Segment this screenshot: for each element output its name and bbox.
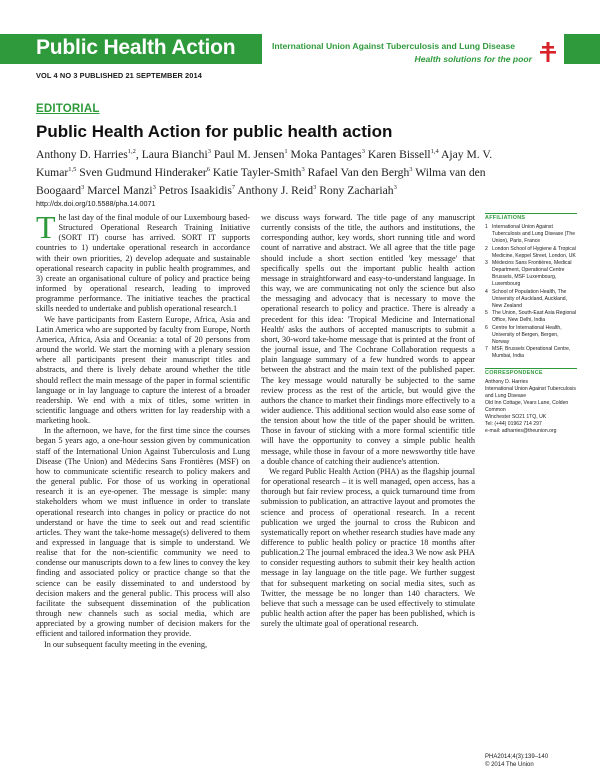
correspondence-line: Tel: (+44) 01962 714 297 bbox=[485, 421, 542, 427]
author-affiliation-marker: 6 bbox=[206, 166, 210, 174]
body-paragraph bbox=[36, 209, 250, 315]
doi-link[interactable]: http://dx.doi.org/10.5588/pha.14.0071 bbox=[36, 199, 156, 208]
citation-reference: PHA2014;4(3):139–140 bbox=[485, 754, 549, 760]
citation-footer bbox=[485, 753, 548, 769]
author-name: Moka Pantages bbox=[290, 147, 362, 161]
author-affiliation-marker: 1 bbox=[284, 148, 288, 155]
author-name: Karen Bissell bbox=[367, 147, 431, 161]
affiliation-item bbox=[485, 260, 577, 288]
affiliations-list bbox=[485, 224, 577, 360]
body-paragraph: In the afternoon, we have, for the first time since the courses began 5 years ago, a one-hour session given by communication staff of the International Union Against Tuberculosis and Lung Disease (The Union) and Médecins Sans Frontières (MSF) on how to communicate scientific research to policy makers and the general public. For those of us working in operational research it is an eye-opener. The message is simple: many stakeholders whom we must influence in order to translate operational research into changes in policy or practice do not understand or have the time to seek out and read scientific articles. They want the take-home message(s) delivered to them and expressed in language that is simple to understand. We realise that for the non-scientific community we need to condense our manuscripts down to a few lines to convey the key finding and associated policy or practice change so that the science can be easily disseminated to and understood by decision makers and the general public. This process will also facilitate the subsequent dissemination of the publication through new channels such as social media, which are appreciated by a growing number of decision makers for the efficient and tailored information they provide. bbox=[36, 426, 250, 639]
affiliation-item bbox=[485, 325, 577, 346]
author-separator: , bbox=[135, 147, 142, 161]
author-affiliation-marker: 3 bbox=[393, 184, 397, 192]
issue-info: VOL 4 NO 3 PUBLISHED 21 SEPTEMBER 2014 bbox=[36, 71, 202, 80]
author-name: Rony Zachariah bbox=[319, 184, 394, 198]
body-paragraph: In our subsequent faculty meeting in the evening, bbox=[44, 639, 208, 649]
author-affiliation-marker: 3 bbox=[152, 184, 156, 192]
body-column-middle bbox=[261, 213, 475, 629]
author-affiliation-marker: 3 bbox=[301, 166, 305, 174]
affiliations-sidebar bbox=[485, 213, 577, 435]
author-name: Petros Isaakidis bbox=[158, 184, 232, 198]
author-name: Laura Bianchi bbox=[141, 147, 208, 161]
author-affiliation-marker: 3 bbox=[361, 148, 365, 155]
author-name: Wilma van den Boogaard bbox=[36, 166, 486, 198]
author-affiliation-marker: 3 bbox=[313, 184, 317, 192]
author-affiliation-marker: 7 bbox=[231, 184, 236, 192]
correspondence-line: Old Inn Cottage, Vears Lane, Colden Common bbox=[485, 400, 569, 413]
author-list bbox=[36, 144, 526, 198]
journal-name: Public Health Action bbox=[36, 36, 236, 59]
double-barred-cross-icon bbox=[537, 41, 559, 63]
affiliation-number: 2 bbox=[485, 245, 488, 252]
article-title: Public Health Action for public health action bbox=[36, 122, 393, 141]
author-affiliation-marker: 1,5 bbox=[68, 166, 77, 174]
affiliation-text: Médecins Sans Frontières, Medical Department, Operational Centre Brussels, MSF Luxembourg, Luxembourg bbox=[492, 260, 572, 287]
correspondence-line: Anthony D. Harries bbox=[485, 379, 529, 385]
correspondence-line: International Union Against Tuberculosis and Lung Disease bbox=[485, 386, 576, 399]
affiliations-heading: AFFILIATIONS bbox=[485, 213, 577, 222]
body-paragraph: we discuss ways forward. The title page of any manuscript currently consists of the title, the authors and institutions, the corresponding author, key words, short running title and word count of narrative and abstract. We all agree that the title page should include a short section entitled 'key message' that specifically spells out the important public health action message in straightforward and easy-to-understand language. In this way, we are communicating not only the science but also the messaging and advocacy that is necessary to move the operational research to policy and practice. There is already a precedent for this idea: 'Tropical Medicine and International Health' asks the authors of accepted manuscripts to submit a short, 30-word take-home message that is printed at the front of the journal issue, and The Cochrane Collaboration requests a plain language summary of a few hundred words to appear between the abstract and the main text of the published paper. The key message would naturally be subjected to the same review process as the rest of the article, but would give the authors the chance to market their findings more effectively to a wider audience. This additional section would also ease some of the tension about how the title of the paper should be written. Those in favour of sticking with a more formal scientific title will have the opportunity to convey a simple public health message, while those in favour of a more newsworthy title have a double chance of catching their audience's attention. bbox=[261, 213, 475, 466]
affiliation-text: School of Population Health, The University of Auckland, Auckland, New Zealand bbox=[492, 288, 568, 309]
affiliation-text: London School of Hygiene & Tropical Medicine, Keppel Street, London, UK bbox=[492, 245, 576, 259]
correspondence-details bbox=[485, 379, 577, 435]
author-name: Anthony J. Reid bbox=[237, 184, 314, 198]
affiliation-number: 7 bbox=[485, 346, 488, 352]
affiliation-number: 6 bbox=[485, 324, 488, 331]
body-column-left bbox=[36, 209, 250, 650]
affiliation-text: International Union Against Tuberculosis and Lung Disease (The Union), Paris, France bbox=[492, 224, 576, 244]
author-name: Sven Gudmund Hinderaker bbox=[79, 166, 207, 180]
affiliation-text: MSF, Brussels Operational Centre, Mumbai, India bbox=[492, 346, 571, 359]
affiliation-item bbox=[485, 224, 577, 245]
correspondence-line: Winchester SO21 1TQ, UK bbox=[485, 414, 547, 420]
copyright-notice: © 2014 The Union bbox=[485, 762, 534, 768]
affiliation-item bbox=[485, 246, 577, 260]
correspondence-line[interactable]: e-mail: adharries@theunion.org bbox=[485, 428, 557, 434]
affiliation-item bbox=[485, 289, 577, 310]
affiliation-number: 3 bbox=[485, 260, 488, 266]
author-affiliation-marker: 3 bbox=[207, 148, 211, 155]
affiliation-text: The Union, South-East Asia Regional Office, New Delhi, India bbox=[492, 310, 577, 323]
organization-tagline: Health solutions for the poor bbox=[414, 54, 532, 64]
affiliation-item bbox=[485, 310, 577, 324]
body-paragraph: We have participants from Eastern Europe, Africa, Asia and Latin America who are supported by faculty from Europe, North America, Africa, Asia and Oceania: a total of 20 persons from around the world. We start the morning with a plenary session where all participants present their manuscript titles and abstracts, and there is lively debate around whether the title should reflect the main message of the paper in formal scientific language or in lay language to capture the interest of a broader readership. We end with a mix of titles, some written in scientific language and others written for lay readership with a marketing hook. bbox=[36, 314, 250, 426]
body-paragraph: We regard Public Health Action (PHA) as the flagship journal for operational research – it is well managed, open access, has a thorough but fair review process, a quick turnaround time from submission to publication, an attractive layout and promotes the science and process of operational research. In a recent publication we urged the journal to cross the Rubicon and systematically report on whether research studies have made any difference to public health policy or practice 18 months after publication.2 The journal embraced the idea.3 We now ask PHA to consider requesting authors to submit their key health action message in lay language on the title page. We further suggest that for subsequent marketing on social media sites, such as Twitter, the message be no longer than 140 characters. We believe that such a message can be used effectively to stimulate public health action after the paper has been published, which is surely the ultimate goal of operational research. bbox=[261, 466, 475, 629]
author-affiliation-marker: 1,2 bbox=[127, 148, 136, 155]
affiliation-number: 5 bbox=[485, 310, 488, 316]
author-affiliation-marker: 1,4 bbox=[430, 148, 439, 155]
author-affiliation-marker: 3 bbox=[81, 184, 85, 192]
affiliation-text: Centre for International Health, University of Bergen, Bergen, Norway bbox=[492, 324, 562, 345]
affiliation-item bbox=[485, 346, 577, 360]
affiliation-number: 4 bbox=[485, 288, 488, 295]
organization-name: International Union Against Tuberculosis and Lung Disease bbox=[272, 41, 516, 51]
paragraph-text: he last day of the final module of our Luxembourg based-Structured Operational Research Training Initiative (SORT IT) course has arrived. SORT IT supports countries to 1) undertake operational research in accordance with their own priorities, 2) develop adequate and sustainable operational research capacity in public health programmes, and 3) create an organisational culture of policy and practice being informed by operational research, leading to improved programme performance. The initiative teaches the practical skills needed to undertake and publish operational research.1 bbox=[36, 213, 250, 314]
drop-cap: T bbox=[36, 209, 56, 245]
author-affiliation-marker: 3 bbox=[409, 166, 413, 174]
affiliation-number: 1 bbox=[485, 224, 488, 230]
correspondence-heading: CORRESPONDENCE bbox=[485, 368, 577, 377]
section-label: EDITORIAL bbox=[36, 103, 100, 115]
organization-box bbox=[262, 34, 564, 68]
author-name: Marcel Manzi bbox=[87, 184, 153, 198]
author-name: Paul M. Jensen bbox=[213, 147, 285, 161]
author-name: Rafael Van den Bergh bbox=[307, 166, 410, 180]
author-name: Ajay M. V. Kumar bbox=[36, 147, 493, 180]
author-name: Katie Tayler-Smith bbox=[212, 166, 302, 180]
author-name: Anthony D. Harries bbox=[36, 147, 128, 161]
